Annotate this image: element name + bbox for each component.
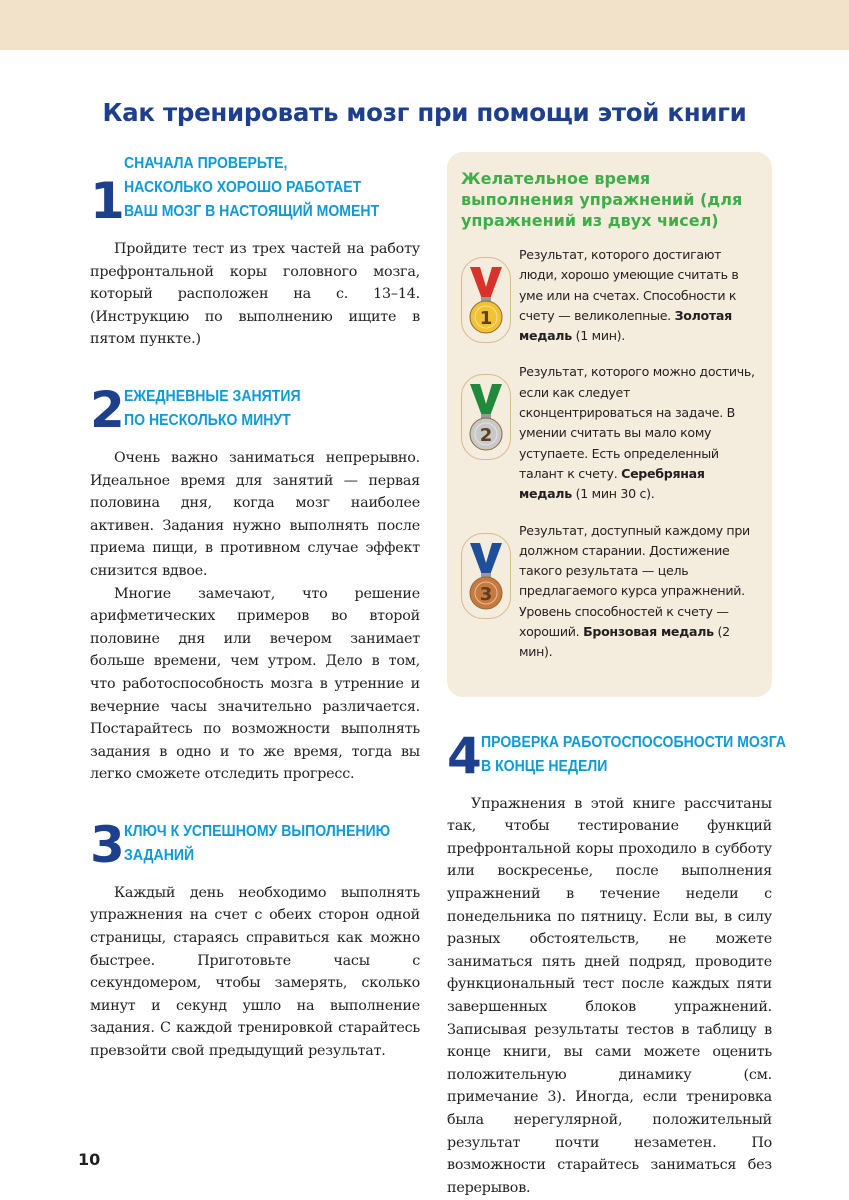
medal-item [461,521,758,663]
page-number: 10 [78,1150,101,1169]
svg-text:3: 3 [479,583,493,605]
medal-description [519,362,758,504]
section-header [90,152,420,230]
section-heading-line: ЕЖЕДНЕВНЫЕ ЗАНЯТИЯ [123,387,301,405]
section-1 [90,152,420,351]
medal-name: Серебряная медаль [519,465,705,502]
medal-item [461,362,758,504]
medal-description [519,245,758,346]
section-header [90,380,420,439]
silver-medal-icon [461,374,511,460]
section-3 [90,815,420,1063]
section-4 [447,726,786,1200]
svg-text:1: 1 [479,308,493,329]
section-header [90,815,420,874]
section-2 [90,380,420,786]
body-paragraph: Очень важно заниматься непрерывно. Идеальное время для занятий — первая половина дня, когда мозг наиболее активен. Задания нужно выполнять после приема пищи, в противном случае эффект снизится вдвое. [90,449,420,579]
page-title: Как тренировать мозг при помощи этой книги [102,98,747,127]
top-band [0,0,849,50]
section-heading-line: СНАЧАЛА ПРОВЕРЬТЕ, [123,155,288,172]
section-heading-line: ЗАДАНИЙ [123,846,194,864]
section-heading-line: ПРОВЕРКА РАБОТОСПОСОБНОСТИ МОЗГА [480,733,786,751]
section-number: 3 [90,815,122,874]
section-heading-line: В КОНЦЕ НЕДЕЛИ [480,757,608,775]
medal-name: Бронзовая медаль [583,624,714,640]
medal-item [461,245,758,346]
box-title: Желательное время выполнения упражнений (для упражнений из двух чисел) [461,169,743,230]
section-number: 4 [447,726,479,785]
section-heading-line: НАСКОЛЬКО ХОРОШО РАБОТАЕТ [123,179,362,196]
medal-time: (1 мин). [571,328,625,344]
left-column [90,152,420,1063]
medal-text: Результат, которого достигают люди, хорошо умеющие считать в уме или на счетах. Способности к счету — великолепные. [519,247,739,323]
medal-text: Результат, которого можно достичь, если как следует сконцентрироваться на задаче. В умении считать вы мало кому уступаете. Есть определенный талант к счету. [519,364,755,481]
body-paragraph: Каждый день необходимо выполнять упражнения на счет с обеих сторон одной страницы, стараясь справиться как можно быстрее. Приготовьте часы с секундомером, чтобы замерять, сколько минут и секунд ушло на выполнение задания. С каждой тренировкой старайтесь превзойти свой предыдущий результат. [90,884,420,1060]
right-column [447,152,786,1199]
section-header [447,726,786,785]
timing-box [447,152,772,697]
section-heading-line: КЛЮЧ К УСПЕШНОМУ ВЫПОЛНЕНИЮ [123,822,390,840]
body-paragraph: Многие замечают, что решение арифметических примеров во второй половине дня или вечером занимает больше времени, чем утром. Дело в том, что работоспособность мозга в утренние и вечерние часы значительно различается. Постарайтесь по возможности выполнять задания в одно и то же время, тогда вы легко сможете отследить прогресс. [90,585,420,783]
section-number: 2 [90,380,122,439]
medal-description [519,521,758,663]
body-paragraph: Пройдите тест из трех частей на работу префронтальной коры головного мозга, который расположен на с. 13–14. (Инструкцию по выполнению ищите в пятом пункте.) [90,241,420,348]
svg-text:2: 2 [479,425,493,447]
section-heading-line: ВАШ МОЗГ В НАСТОЯЩИЙ МОМЕНТ [123,203,379,220]
section-number: 1 [90,172,122,230]
medal-text: Результат, доступный каждому при должном старании. Достижение такого результата — цель предлагаемого курса упражнений. Уровень способностей к счету — хороший. [519,522,750,640]
bronze-medal-icon [461,533,511,619]
gold-medal-icon [461,257,511,343]
medal-time: (2 мин). [519,624,730,660]
body-paragraph: Упражнения в этой книге рассчитаны так, чтобы тестирование функций префронтальной коры проходило в субботу или воскресенье, после выполнения упражнений в течение недели с понедельника по пятницу. Если вы, в силу разных обстоятельств, не можете заниматься пять дней подряд, проводите функциональный тест после каждых пяти завершенных блоков упражнений. Записывая результаты тестов в таблицу в конце книги, вы сами можете оценить положительную динамику (см. примечание 3). Иногда, если тренировка была нерегулярной, положительный результат почти незаметен. По возможности старайтесь заниматься без перерывов. [447,795,772,1196]
section-heading-line: ПО НЕСКОЛЬКО МИНУТ [123,411,291,429]
medal-time: (1 мин 30 с). [571,486,655,502]
medal-name: Золотая медаль [519,307,732,344]
